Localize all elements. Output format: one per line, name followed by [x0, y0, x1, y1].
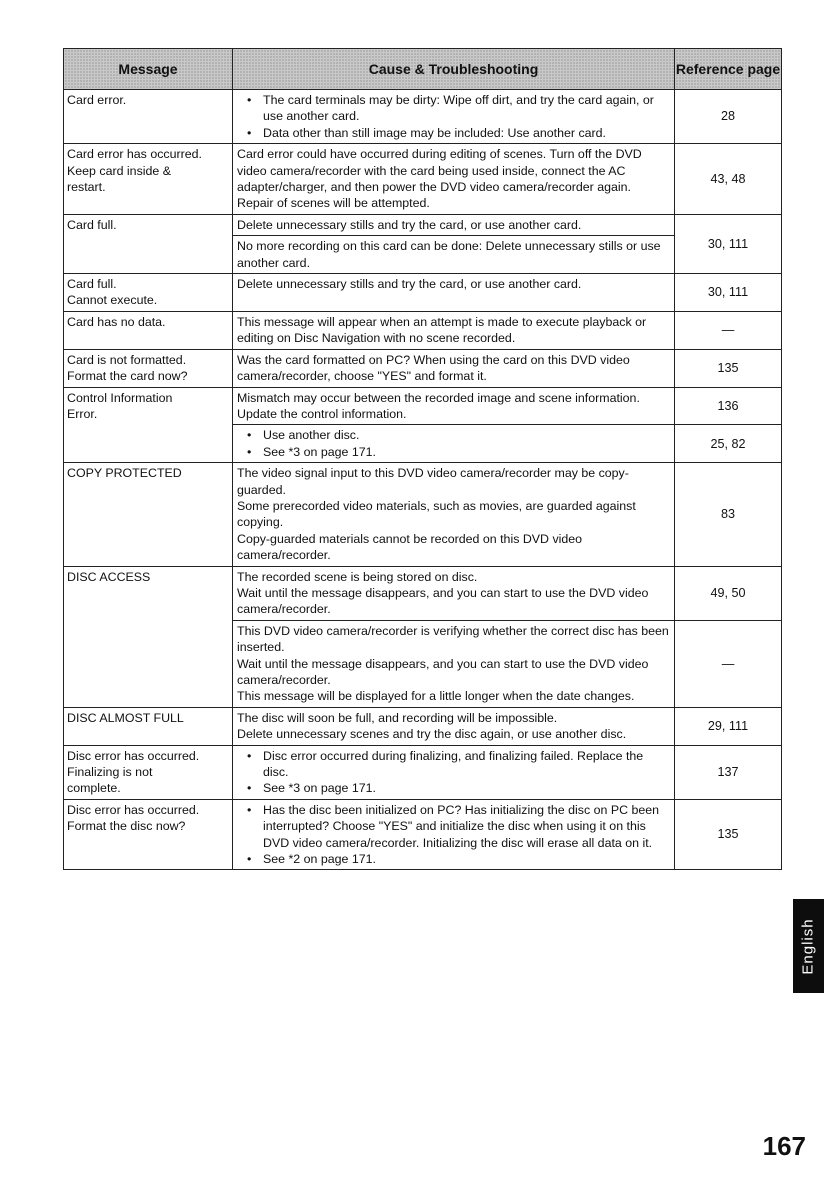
- bullet-item: • Use another disc.: [237, 427, 670, 443]
- message-cell: Card is not formatted. Format the card now?: [64, 349, 233, 387]
- cause-cell: Mismatch may occur between the recorded image and scene information. Update the control information.: [233, 387, 675, 425]
- bullet-item: • Data other than still image may be included: Use another card.: [237, 125, 670, 141]
- table-row: [64, 214, 782, 235]
- cause-cell: The disc will soon be full, and recording will be impossible. Delete unnecessary scenes and try the disc again, or use another disc.: [233, 707, 675, 745]
- message-cell: Disc error has occurred. Finalizing is not complete.: [64, 745, 233, 799]
- table-row: [64, 463, 782, 566]
- table-row: [64, 144, 782, 215]
- bullet-item: • The card terminals may be dirty: Wipe off dirt, and try the card again, or use another card.: [237, 92, 670, 125]
- cause-cell: This message will appear when an attempt is made to execute playback or editing on Disc Navigation with no scene recorded.: [233, 311, 675, 349]
- table-row: [64, 274, 782, 312]
- reference-cell: 135: [675, 799, 782, 870]
- message-cell: DISC ACCESS: [64, 566, 233, 707]
- language-tab: [793, 899, 824, 993]
- reference-cell: 137: [675, 745, 782, 799]
- message-cell: Card has no data.: [64, 311, 233, 349]
- troubleshooting-table: [63, 48, 782, 870]
- table-row: [64, 799, 782, 870]
- table-row: [64, 745, 782, 799]
- message-cell: Card full. Cannot execute.: [64, 274, 233, 312]
- reference-cell: 28: [675, 90, 782, 144]
- cause-cell: [233, 799, 675, 870]
- table-row: [64, 387, 782, 425]
- message-cell: Card error.: [64, 90, 233, 144]
- reference-cell: 49, 50: [675, 566, 782, 620]
- cause-cell: This DVD video camera/recorder is verifying whether the correct disc has been inserted. Wait until the message disappears, and you can start to use the DVD video camera/recorder. This message will be displayed for a little longer when the date changes.: [233, 620, 675, 707]
- table-row: [64, 566, 782, 620]
- reference-cell: 135: [675, 349, 782, 387]
- reference-cell: 29, 111: [675, 707, 782, 745]
- message-cell: Card full.: [64, 214, 233, 273]
- cause-cell: Delete unnecessary stills and try the card, or use another card.: [233, 214, 675, 235]
- bullet-item: • See *3 on page 171.: [237, 780, 670, 796]
- header-cause: Cause & Troubleshooting: [233, 49, 675, 90]
- language-tab-label: English: [800, 917, 818, 975]
- header-message: Message: [64, 49, 233, 90]
- reference-cell: —: [675, 311, 782, 349]
- bullet-item: • Has the disc been initialized on PC? Has initializing the disc on PC been interrupted? Choose "YES" and initialize the disc when using it on this DVD video camera/recorder. Initializing the disc will erase all data on it.: [237, 802, 670, 851]
- table-row: [64, 311, 782, 349]
- cause-cell: Was the card formatted on PC? When using the card on this DVD video camera/recorder, choose "YES" and format it.: [233, 349, 675, 387]
- bullet-item: • See *2 on page 171.: [237, 851, 670, 867]
- page-number: 167: [762, 1131, 806, 1161]
- reference-cell: 30, 111: [675, 274, 782, 312]
- cause-cell: Delete unnecessary stills and try the card, or use another card.: [233, 274, 675, 312]
- cause-cell: The video signal input to this DVD video camera/recorder may be copy-guarded. Some prerecorded video materials, such as movies, are guarded against copying. Copy-guarded materials cannot be recorded on this DVD video camera/recorder.: [233, 463, 675, 566]
- cause-cell: No more recording on this card can be done: Delete unnecessary stills or use another card.: [233, 236, 675, 274]
- message-cell: Control Information Error.: [64, 387, 233, 463]
- reference-cell: 43, 48: [675, 144, 782, 215]
- reference-cell: 25, 82: [675, 425, 782, 463]
- cause-cell: Card error could have occurred during editing of scenes. Turn off the DVD video camera/recorder with the card being used inside, connect the AC adapter/charger, and then power the DVD video camera/recorder again. Repair of scenes will be attempted.: [233, 144, 675, 215]
- header-reference: Reference page: [675, 49, 782, 90]
- reference-cell: 83: [675, 463, 782, 566]
- message-cell: COPY PROTECTED: [64, 463, 233, 566]
- message-cell: Card error has occurred. Keep card inside & restart.: [64, 144, 233, 215]
- cause-cell: [233, 745, 675, 799]
- table-row: [64, 349, 782, 387]
- bullet-item: • Disc error occurred during finalizing, and finalizing failed. Replace the disc.: [237, 748, 670, 781]
- reference-cell: —: [675, 620, 782, 707]
- cause-cell: [233, 425, 675, 463]
- table-row: [64, 90, 782, 144]
- reference-cell: 136: [675, 387, 782, 425]
- cause-cell: The recorded scene is being stored on disc. Wait until the message disappears, and you can start to use the DVD video camera/recorder.: [233, 566, 675, 620]
- table-header: [64, 49, 782, 90]
- bullet-item: • See *3 on page 171.: [237, 444, 670, 460]
- message-cell: Disc error has occurred. Format the disc now?: [64, 799, 233, 870]
- message-cell: DISC ALMOST FULL: [64, 707, 233, 745]
- cause-cell: [233, 90, 675, 144]
- table-row: [64, 707, 782, 745]
- reference-cell: 30, 111: [675, 214, 782, 273]
